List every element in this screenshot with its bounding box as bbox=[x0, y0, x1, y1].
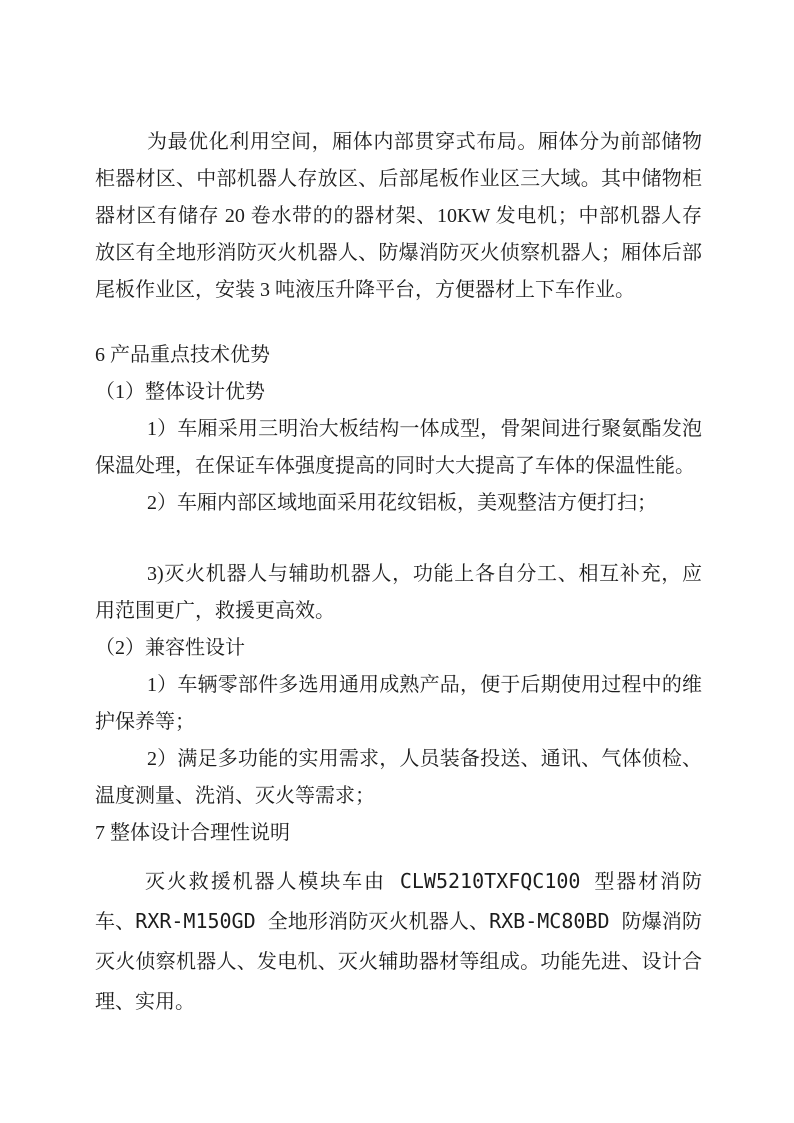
section6-sub1-item-2: 2）车厢内部区域地面采用花纹铝板，美观整洁方便打扫； bbox=[147, 492, 657, 514]
intro-paragraph: 为最优化利用空间，厢体内部贯穿式布局。厢体分为前部储物柜器材区、中部机器人存放区、后部尾板作业区三大域。其中储物柜器材区有储存 20 卷水带的的器材架、10KW 发电机；中部机器人存放区有全地形消防灭火机器人、防爆消防灭火侦察机器人；厢体后部尾板作业区，安装 3 吨液压升降平台，方便器材上下车作业。 bbox=[95, 131, 702, 301]
section6-heading: 6 产品重点技术优势 bbox=[95, 344, 270, 366]
section7-body-paragraph: 灭火救援机器人模块车由 CLW5210TXFQC100 型器材消防车、RXR-M150GD 全地形消防灭火机器人、RXB-MC80BD 防爆消防灭火侦察机器人、发电机、灭火辅助器材等组成。功能先进、设计合理、实用。 bbox=[95, 869, 702, 1013]
section6-sub1-item-1: 1）车厢采用三明治大板结构一体成型，骨架间进行聚氨酯发泡保温处理，在保证车体强度提高的同时大大提高了车体的保温性能。 bbox=[95, 418, 702, 477]
section6-sub2-heading: （2）兼容性设计 bbox=[95, 637, 245, 659]
section7-heading: 7 整体设计合理性说明 bbox=[95, 822, 290, 844]
section6-sub2-item-1: 1）车辆零部件多选用通用成熟产品，便于后期使用过程中的维护保养等； bbox=[95, 674, 702, 733]
section6-sub1-item-3: 3)灭火机器人与辅助机器人，功能上各自分工、相互补充，应用范围更广，救援更高效。 bbox=[95, 563, 702, 622]
section6-sub2-item-2: 2）满足多功能的实用需求，人员装备投送、通讯、气体侦检、温度测量、洗消、灭火等需求； bbox=[95, 748, 702, 807]
section6-sub1-heading: （1）整体设计优势 bbox=[95, 381, 265, 403]
